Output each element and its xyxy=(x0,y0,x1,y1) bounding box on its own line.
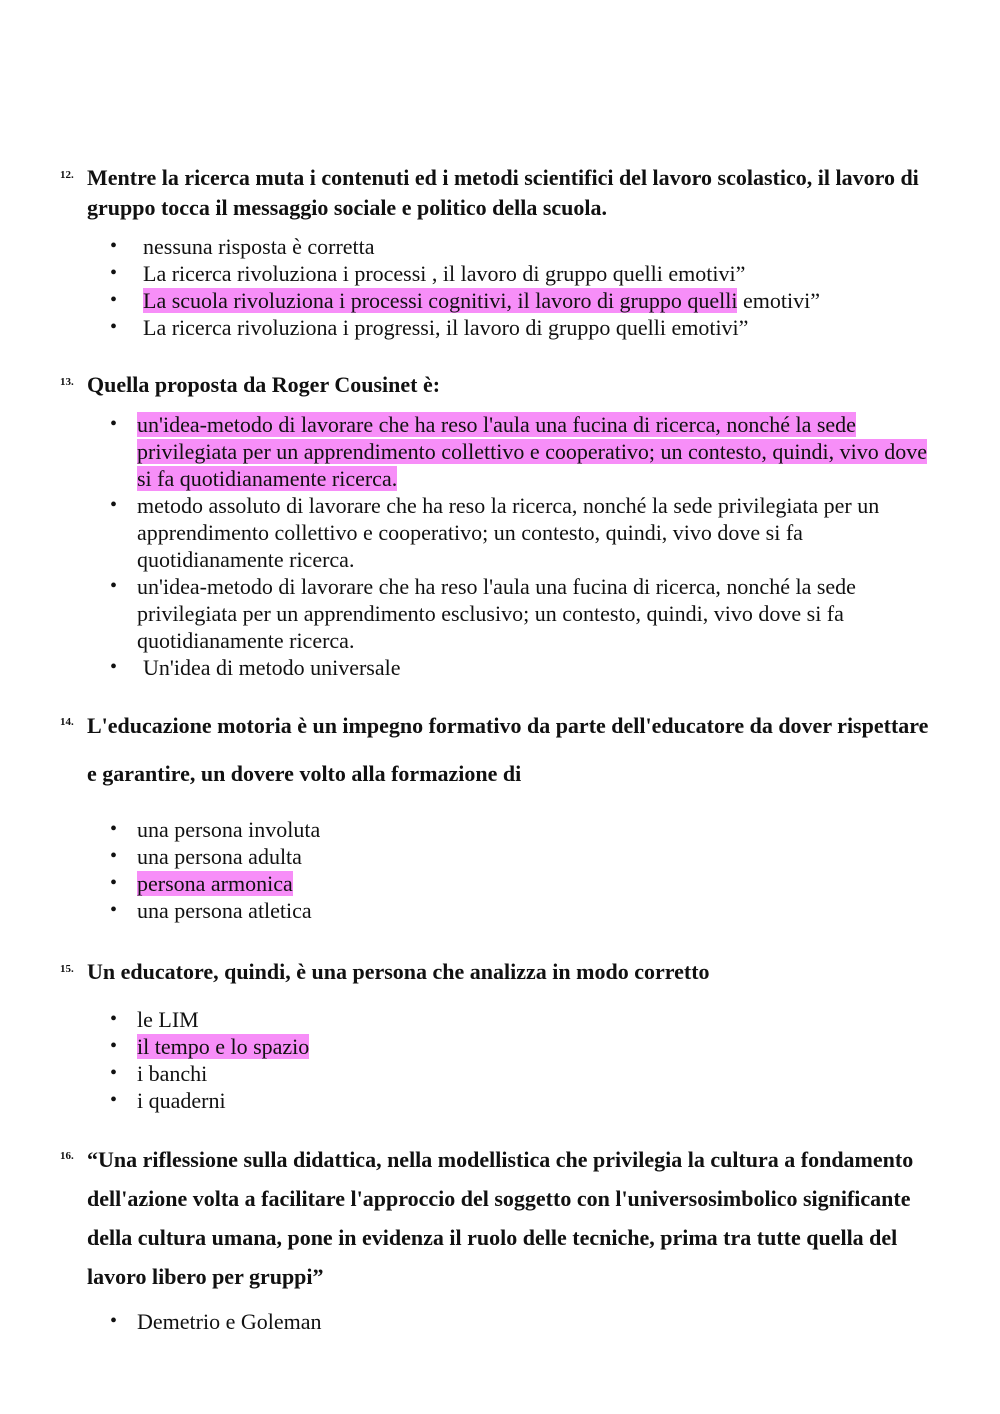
option-text: nessuna risposta è corretta xyxy=(143,234,375,259)
question-text: Mentre la ricerca muta i contenuti ed i metodi scientifici del lavoro scolastico, il lavoro di gruppo tocca il messaggio sociale e politico della scuola. xyxy=(87,165,919,220)
option-item-highlighted xyxy=(60,287,940,314)
option-text-tail: emotivi” xyxy=(737,288,820,313)
option-item xyxy=(60,1006,940,1033)
bullet-icon: • xyxy=(110,1062,118,1084)
option-text: Un'idea di metodo universale xyxy=(143,655,401,680)
option-text: La ricerca rivoluziona i processi , il lavoro di gruppo quelli emotivi” xyxy=(143,261,746,286)
option-text: Demetrio e Goleman xyxy=(137,1309,322,1334)
option-item xyxy=(60,492,940,573)
bullet-icon: • xyxy=(110,872,118,894)
bullet-icon: • xyxy=(110,1035,118,1057)
bullet-icon: • xyxy=(110,575,118,597)
bullet-icon: • xyxy=(110,494,118,516)
option-item xyxy=(60,233,940,260)
options-list xyxy=(60,411,940,681)
option-text: i quaderni xyxy=(137,1088,226,1113)
option-text-highlighted: persona armonica xyxy=(137,871,293,896)
option-item xyxy=(60,260,940,287)
option-item xyxy=(60,816,940,843)
bullet-icon: • xyxy=(110,289,118,311)
question-text: “Una riflessione sulla didattica, nella modellistica che privilegia la cultura a fondamento dell'azione volta a facilitare l'approccio del soggetto con l'universosimbolico significante della cultura umana, pone in evidenza il ruolo delle tecniche, prima tra tutte quella del lavoro libero per gruppi” xyxy=(87,1147,914,1289)
bullet-icon: • xyxy=(110,413,118,435)
question-number: 13. xyxy=(60,376,74,388)
option-item-highlighted xyxy=(60,411,940,492)
bullet-icon: • xyxy=(110,899,118,921)
question-15 xyxy=(60,957,940,1114)
option-text-highlighted: il tempo e lo spazio xyxy=(137,1034,310,1059)
question-text: L'educazione motoria è un impegno formativo da parte dell'educatore da dover rispettare e garantire, un dovere volto alla formazione di xyxy=(87,713,929,786)
bullet-icon: • xyxy=(110,262,118,284)
option-item xyxy=(60,1060,940,1087)
option-item xyxy=(60,654,940,681)
question-13 xyxy=(60,370,940,681)
bullet-icon: • xyxy=(110,818,118,840)
question-12 xyxy=(60,163,940,341)
options-list xyxy=(60,1308,940,1335)
option-item xyxy=(60,843,940,870)
option-text: metodo assoluto di lavorare che ha reso la ricerca, nonché la sede privilegiata per un apprendimento collettivo e cooperativo; un contesto, quindi, vivo dove si fa quotidianamente ricerca. xyxy=(137,493,880,572)
option-item xyxy=(60,314,940,341)
option-text-highlighted: La scuola rivoluziona i processi cognitivi, il lavoro di gruppo quelli xyxy=(143,288,738,313)
bullet-icon: • xyxy=(110,1089,118,1111)
option-text: una persona involuta xyxy=(137,817,321,842)
bullet-icon: • xyxy=(110,845,118,867)
question-number: 16. xyxy=(60,1150,74,1162)
option-item-highlighted xyxy=(60,1033,940,1060)
bullet-icon: • xyxy=(110,1008,118,1030)
option-item xyxy=(60,1087,940,1114)
option-text: un'idea-metodo di lavorare che ha reso l'aula una fucina di ricerca, nonché la sede privilegiata per un apprendimento esclusivo; un contesto, quindi, vivo dove si fa quotidianamente ricerca. xyxy=(137,574,856,653)
option-text: le LIM xyxy=(137,1007,199,1032)
option-text-highlighted: un'idea-metodo di lavorare che ha reso l'aula una fucina di ricerca, nonché la sede privilegiata per un apprendimento collettivo e cooperativo; un contesto, quindi, vivo dove si fa quotidianamente ricerca. xyxy=(137,412,927,491)
question-number: 12. xyxy=(60,169,74,181)
option-text: una persona atletica xyxy=(137,898,312,923)
options-list xyxy=(60,816,940,924)
bullet-icon: • xyxy=(110,656,118,678)
question-text: Quella proposta da Roger Cousinet è: xyxy=(87,372,441,397)
bullet-icon: • xyxy=(110,1310,118,1332)
option-item xyxy=(60,897,940,924)
bullet-icon: • xyxy=(110,235,118,257)
question-number: 15. xyxy=(60,963,74,975)
question-14 xyxy=(60,710,940,924)
option-text: una persona adulta xyxy=(137,844,302,869)
question-number: 14. xyxy=(60,716,74,728)
bullet-icon: • xyxy=(110,316,118,338)
question-16 xyxy=(60,1144,940,1335)
options-list xyxy=(60,233,940,341)
option-item xyxy=(60,573,940,654)
option-text: i banchi xyxy=(137,1061,208,1086)
option-item-highlighted xyxy=(60,870,940,897)
option-text: La ricerca rivoluziona i progressi, il lavoro di gruppo quelli emotivi” xyxy=(143,315,749,340)
question-text: Un educatore, quindi, è una persona che analizza in modo corretto xyxy=(87,959,710,984)
option-item xyxy=(60,1308,940,1335)
options-list xyxy=(60,1006,940,1114)
